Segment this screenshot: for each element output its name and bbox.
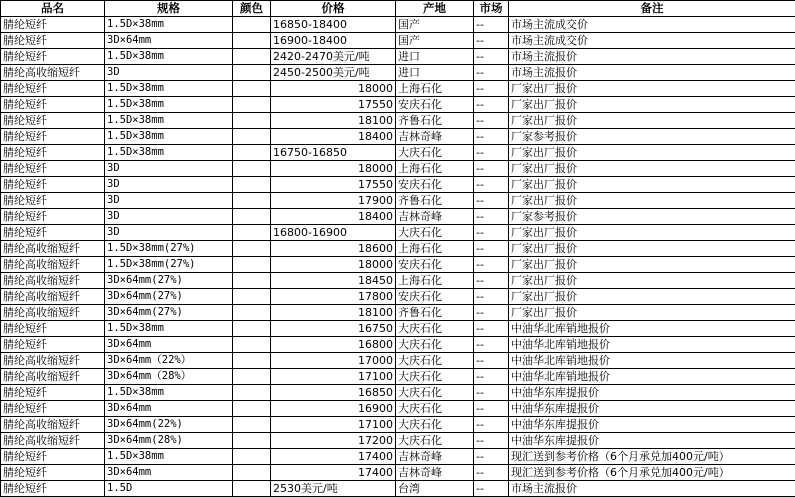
table-row <box>1 433 795 449</box>
color-cell <box>233 209 271 225</box>
remark-cell: 厂家出厂报价 <box>509 81 795 97</box>
table-row <box>1 209 795 225</box>
product-cell: 腈纶短纤 <box>1 49 105 65</box>
remark-cell: 中油华东库提报价 <box>509 433 795 449</box>
origin-cell: 上海石化 <box>396 81 474 97</box>
spec-cell: 1.5D×38mm <box>105 145 233 161</box>
origin-cell: 上海石化 <box>396 273 474 289</box>
market-cell: -- <box>474 113 509 129</box>
remark-cell: 中油华东库提报价 <box>509 401 795 417</box>
market-cell: -- <box>474 81 509 97</box>
market-cell: -- <box>474 145 509 161</box>
product-cell: 腈纶短纤 <box>1 113 105 129</box>
remark-cell: 市场主流报价 <box>509 65 795 81</box>
color-cell <box>233 321 271 337</box>
product-cell: 腈纶短纤 <box>1 97 105 113</box>
price-cell: 17550 <box>271 177 396 193</box>
spec-cell: 1.5D×38mm <box>105 129 233 145</box>
color-cell <box>233 289 271 305</box>
color-cell <box>233 465 271 481</box>
spec-cell: 3D×64mm（28%） <box>105 369 233 385</box>
table-row <box>1 257 795 273</box>
remark-cell: 厂家出厂报价 <box>509 161 795 177</box>
remark-cell: 中油华东库提报价 <box>509 385 795 401</box>
price-cell: 18000 <box>271 81 396 97</box>
price-cell: 16750-16850 <box>271 145 396 161</box>
table-row <box>1 401 795 417</box>
market-cell: -- <box>474 225 509 241</box>
remark-cell: 厂家出厂报价 <box>509 273 795 289</box>
header-color: 颜色 <box>233 1 271 17</box>
spec-cell: 3D×64mm(27%) <box>105 305 233 321</box>
color-cell <box>233 65 271 81</box>
color-cell <box>233 353 271 369</box>
spec-cell: 3D×64mm（22%） <box>105 353 233 369</box>
color-cell <box>233 193 271 209</box>
spec-cell: 1.5D×38mm <box>105 385 233 401</box>
market-cell: -- <box>474 465 509 481</box>
remark-cell: 厂家出厂报价 <box>509 289 795 305</box>
origin-cell: 台湾 <box>396 481 474 497</box>
table-row <box>1 481 795 497</box>
remark-cell: 厂家出厂报价 <box>509 257 795 273</box>
color-cell <box>233 225 271 241</box>
origin-cell: 吉林奇峰 <box>396 465 474 481</box>
product-cell: 腈纶短纤 <box>1 337 105 353</box>
product-cell: 腈纶短纤 <box>1 465 105 481</box>
table-row <box>1 17 795 33</box>
table-row <box>1 305 795 321</box>
origin-cell: 国产 <box>396 17 474 33</box>
price-cell: 17100 <box>271 369 396 385</box>
remark-cell: 厂家出厂报价 <box>509 145 795 161</box>
table-row <box>1 369 795 385</box>
header-product: 品名 <box>1 1 105 17</box>
table-body <box>1 17 795 497</box>
product-cell: 腈纶短纤 <box>1 129 105 145</box>
market-cell: -- <box>474 273 509 289</box>
market-cell: -- <box>474 369 509 385</box>
remark-cell: 厂家参考报价 <box>509 129 795 145</box>
product-cell: 腈纶短纤 <box>1 385 105 401</box>
table-row <box>1 273 795 289</box>
product-cell: 腈纶短纤 <box>1 225 105 241</box>
price-cell: 2530美元/吨 <box>271 481 396 497</box>
table-row <box>1 449 795 465</box>
product-cell: 腈纶高收缩短纤 <box>1 273 105 289</box>
color-cell <box>233 337 271 353</box>
price-cell: 18100 <box>271 305 396 321</box>
color-cell <box>233 145 271 161</box>
remark-cell: 厂家出厂报价 <box>509 97 795 113</box>
spec-cell: 1.5D×38mm <box>105 321 233 337</box>
color-cell <box>233 385 271 401</box>
origin-cell: 安庆石化 <box>396 97 474 113</box>
table-row <box>1 161 795 177</box>
price-cell: 18400 <box>271 129 396 145</box>
product-cell: 腈纶高收缩短纤 <box>1 65 105 81</box>
spec-cell: 3D <box>105 193 233 209</box>
price-cell: 16850 <box>271 385 396 401</box>
market-cell: -- <box>474 481 509 497</box>
price-cell: 17900 <box>271 193 396 209</box>
price-cell: 17400 <box>271 449 396 465</box>
remark-cell: 市场主流成交价 <box>509 33 795 49</box>
spec-cell: 1.5D×38mm(27%) <box>105 241 233 257</box>
market-cell: -- <box>474 353 509 369</box>
spec-cell: 3D×64mm <box>105 337 233 353</box>
product-cell: 腈纶短纤 <box>1 321 105 337</box>
table-row <box>1 465 795 481</box>
price-cell: 16800-16900 <box>271 225 396 241</box>
color-cell <box>233 417 271 433</box>
color-cell <box>233 273 271 289</box>
product-cell: 腈纶高收缩短纤 <box>1 417 105 433</box>
color-cell <box>233 129 271 145</box>
product-cell: 腈纶短纤 <box>1 161 105 177</box>
market-cell: -- <box>474 401 509 417</box>
origin-cell: 国产 <box>396 33 474 49</box>
price-cell: 16900 <box>271 401 396 417</box>
table-row <box>1 33 795 49</box>
product-cell: 腈纶高收缩短纤 <box>1 353 105 369</box>
table-row <box>1 353 795 369</box>
product-cell: 腈纶短纤 <box>1 177 105 193</box>
header-spec: 规格 <box>105 1 233 17</box>
remark-cell: 中油华东库提报价 <box>509 417 795 433</box>
spec-cell: 1.5D <box>105 481 233 497</box>
market-cell: -- <box>474 97 509 113</box>
remark-cell: 厂家出厂报价 <box>509 241 795 257</box>
origin-cell: 大庆石化 <box>396 321 474 337</box>
origin-cell: 安庆石化 <box>396 257 474 273</box>
table-row <box>1 97 795 113</box>
product-cell: 腈纶短纤 <box>1 401 105 417</box>
spec-cell: 3D×64mm <box>105 401 233 417</box>
color-cell <box>233 481 271 497</box>
product-cell: 腈纶高收缩短纤 <box>1 241 105 257</box>
market-cell: -- <box>474 33 509 49</box>
table-row <box>1 129 795 145</box>
table-row <box>1 417 795 433</box>
origin-cell: 齐鲁石化 <box>396 305 474 321</box>
remark-cell: 中油华北库销地报价 <box>509 353 795 369</box>
origin-cell: 大庆石化 <box>396 433 474 449</box>
market-cell: -- <box>474 449 509 465</box>
origin-cell: 大庆石化 <box>396 337 474 353</box>
price-cell: 18450 <box>271 273 396 289</box>
remark-cell: 厂家出厂报价 <box>509 177 795 193</box>
spec-cell: 3D <box>105 161 233 177</box>
product-cell: 腈纶短纤 <box>1 145 105 161</box>
spec-cell: 3D×64mm <box>105 465 233 481</box>
origin-cell: 大庆石化 <box>396 401 474 417</box>
spec-cell: 1.5D×38mm(27%) <box>105 257 233 273</box>
market-cell: -- <box>474 209 509 225</box>
market-cell: -- <box>474 257 509 273</box>
remark-cell: 现汇送到参考价格（6个月承兑加400元/吨） <box>509 465 795 481</box>
header-remark: 备注 <box>509 1 795 17</box>
color-cell <box>233 241 271 257</box>
spec-cell: 1.5D×38mm <box>105 97 233 113</box>
table-row <box>1 81 795 97</box>
product-cell: 腈纶短纤 <box>1 33 105 49</box>
table-row <box>1 177 795 193</box>
price-cell: 18000 <box>271 257 396 273</box>
header-row <box>1 1 795 17</box>
market-cell: -- <box>474 177 509 193</box>
remark-cell: 市场主流报价 <box>509 49 795 65</box>
origin-cell: 进口 <box>396 65 474 81</box>
table-row <box>1 49 795 65</box>
color-cell <box>233 449 271 465</box>
header-market: 市场 <box>474 1 509 17</box>
color-cell <box>233 49 271 65</box>
price-cell: 17800 <box>271 289 396 305</box>
market-cell: -- <box>474 193 509 209</box>
product-cell: 腈纶高收缩短纤 <box>1 289 105 305</box>
spec-cell: 3D×64mm <box>105 33 233 49</box>
color-cell <box>233 401 271 417</box>
color-cell <box>233 161 271 177</box>
table-row <box>1 321 795 337</box>
market-cell: -- <box>474 129 509 145</box>
color-cell <box>233 177 271 193</box>
spec-cell: 3D <box>105 177 233 193</box>
remark-cell: 中油华北库销地报价 <box>509 321 795 337</box>
color-cell <box>233 305 271 321</box>
price-cell: 17100 <box>271 417 396 433</box>
price-cell: 17000 <box>271 353 396 369</box>
origin-cell: 吉林奇峰 <box>396 449 474 465</box>
remark-cell: 厂家出厂报价 <box>509 225 795 241</box>
spec-cell: 1.5D×38mm <box>105 17 233 33</box>
spec-cell: 3D <box>105 209 233 225</box>
table-row <box>1 145 795 161</box>
remark-cell: 厂家出厂报价 <box>509 193 795 209</box>
color-cell <box>233 257 271 273</box>
price-cell: 16800 <box>271 337 396 353</box>
remark-cell: 中油华北库销地报价 <box>509 337 795 353</box>
remark-cell: 中油华北库销地报价 <box>509 369 795 385</box>
color-cell <box>233 433 271 449</box>
table-row <box>1 241 795 257</box>
price-cell: 16750 <box>271 321 396 337</box>
origin-cell: 上海石化 <box>396 161 474 177</box>
product-cell: 腈纶短纤 <box>1 193 105 209</box>
price-cell: 17400 <box>271 465 396 481</box>
market-cell: -- <box>474 417 509 433</box>
spec-cell: 3D×64mm(27%) <box>105 289 233 305</box>
origin-cell: 齐鲁石化 <box>396 113 474 129</box>
product-cell: 腈纶短纤 <box>1 17 105 33</box>
table-row <box>1 337 795 353</box>
spec-cell: 3D×64mm(27%) <box>105 273 233 289</box>
market-cell: -- <box>474 433 509 449</box>
remark-cell: 市场主流报价 <box>509 481 795 497</box>
table-row <box>1 225 795 241</box>
origin-cell: 安庆石化 <box>396 177 474 193</box>
product-cell: 腈纶高收缩短纤 <box>1 257 105 273</box>
product-cell: 腈纶短纤 <box>1 449 105 465</box>
color-cell <box>233 17 271 33</box>
price-cell: 16850-18400 <box>271 17 396 33</box>
remark-cell: 现汇送到参考价格（6个月承兑加400元/吨） <box>509 449 795 465</box>
origin-cell: 吉林奇峰 <box>396 129 474 145</box>
color-cell <box>233 369 271 385</box>
market-cell: -- <box>474 289 509 305</box>
table-row <box>1 385 795 401</box>
origin-cell: 大庆石化 <box>396 145 474 161</box>
spec-cell: 3D <box>105 225 233 241</box>
remark-cell: 厂家参考报价 <box>509 209 795 225</box>
market-cell: -- <box>474 17 509 33</box>
spec-cell: 3D×64mm(28%) <box>105 433 233 449</box>
color-cell <box>233 33 271 49</box>
market-cell: -- <box>474 385 509 401</box>
price-cell: 18100 <box>271 113 396 129</box>
table-row <box>1 65 795 81</box>
origin-cell: 齐鲁石化 <box>396 193 474 209</box>
market-cell: -- <box>474 49 509 65</box>
origin-cell: 大庆石化 <box>396 369 474 385</box>
price-cell: 16900-18400 <box>271 33 396 49</box>
product-cell: 腈纶短纤 <box>1 209 105 225</box>
market-cell: -- <box>474 321 509 337</box>
spec-cell: 1.5D×38mm <box>105 81 233 97</box>
product-cell: 腈纶高收缩短纤 <box>1 305 105 321</box>
price-cell: 2420-2470美元/吨 <box>271 49 396 65</box>
spec-cell: 3D <box>105 65 233 81</box>
remark-cell: 厂家出厂报价 <box>509 113 795 129</box>
origin-cell: 大庆石化 <box>396 353 474 369</box>
color-cell <box>233 81 271 97</box>
table-row <box>1 113 795 129</box>
origin-cell: 大庆石化 <box>396 385 474 401</box>
price-cell: 17200 <box>271 433 396 449</box>
origin-cell: 安庆石化 <box>396 289 474 305</box>
product-cell: 腈纶短纤 <box>1 81 105 97</box>
product-cell: 腈纶高收缩短纤 <box>1 433 105 449</box>
table-row <box>1 289 795 305</box>
header-price: 价格 <box>271 1 396 17</box>
origin-cell: 吉林奇峰 <box>396 209 474 225</box>
color-cell <box>233 113 271 129</box>
origin-cell: 进口 <box>396 49 474 65</box>
origin-cell: 大庆石化 <box>396 225 474 241</box>
price-cell: 18000 <box>271 161 396 177</box>
product-cell: 腈纶高收缩短纤 <box>1 369 105 385</box>
market-cell: -- <box>474 241 509 257</box>
spec-cell: 3D×64mm(22%) <box>105 417 233 433</box>
market-cell: -- <box>474 305 509 321</box>
remark-cell: 市场主流成交价 <box>509 17 795 33</box>
header-origin: 产地 <box>396 1 474 17</box>
origin-cell: 上海石化 <box>396 241 474 257</box>
price-cell: 2450-2500美元/吨 <box>271 65 396 81</box>
color-cell <box>233 97 271 113</box>
spec-cell: 1.5D×38mm <box>105 49 233 65</box>
market-cell: -- <box>474 337 509 353</box>
spec-cell: 1.5D×38mm <box>105 113 233 129</box>
table-row <box>1 193 795 209</box>
market-cell: -- <box>474 161 509 177</box>
product-cell: 腈纶短纤 <box>1 481 105 497</box>
spec-cell: 1.5D×38mm <box>105 449 233 465</box>
remark-cell: 厂家出厂报价 <box>509 305 795 321</box>
price-cell: 18400 <box>271 209 396 225</box>
price-cell: 17550 <box>271 97 396 113</box>
price-cell: 18600 <box>271 241 396 257</box>
origin-cell: 大庆石化 <box>396 417 474 433</box>
market-cell: -- <box>474 65 509 81</box>
